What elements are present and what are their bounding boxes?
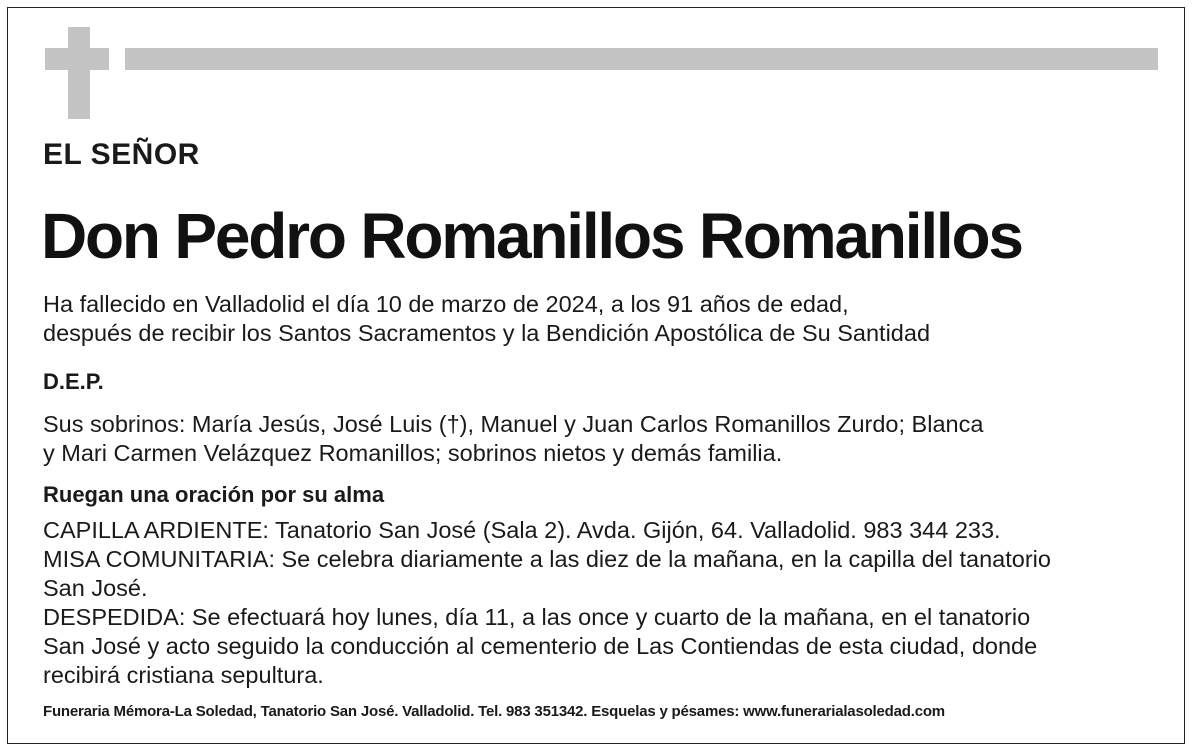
family-list bbox=[43, 410, 983, 468]
prayer-request: Ruegan una oración por su alma bbox=[43, 482, 385, 507]
family-line: y Mari Carmen Velázquez Romanillos; sobrinos nietos y demás familia. bbox=[43, 440, 783, 466]
service-details bbox=[43, 516, 1051, 690]
death-announcement bbox=[43, 290, 930, 348]
honorific-title: EL SEÑOR bbox=[43, 138, 200, 171]
details-line: San José. bbox=[43, 575, 148, 601]
details-line: DESPEDIDA: Se efectuará hoy lunes, día 11, a las once y cuarto de la mañana, en el tanatorio bbox=[43, 604, 1031, 630]
details-line: MISA COMUNITARIA: Se celebra diariamente a las diez de la mañana, en la capilla del tanatorio bbox=[43, 546, 1051, 572]
cross-icon-arm bbox=[45, 48, 109, 70]
announcement-line: Ha fallecido en Valladolid el día 10 de marzo de 2024, a los 91 años de edad, bbox=[43, 291, 849, 317]
details-line: San José y acto seguido la conducción al cementerio de Las Contiendas de esta ciudad, donde bbox=[43, 633, 1038, 659]
rip-abbreviation: D.E.P. bbox=[43, 369, 104, 394]
details-line: CAPILLA ARDIENTE: Tanatorio San José (Sala 2). Avda. Gijón, 64. Valladolid. 983 344 233. bbox=[43, 517, 1001, 543]
announcement-line: después de recibir los Santos Sacramentos y la Bendición Apostólica de Su Santidad bbox=[43, 320, 931, 346]
cross-icon bbox=[68, 27, 90, 119]
header-divider-bar bbox=[125, 48, 1158, 70]
details-line: recibirá cristiana sepultura. bbox=[43, 662, 324, 688]
deceased-name: Don Pedro Romanillos Romanillos bbox=[41, 200, 1022, 272]
funeral-home-footer: Funeraria Mémora-La Soledad, Tanatorio San José. Valladolid. Tel. 983 351342. Esquelas y pésames: www.funerarialasoledad.com bbox=[43, 703, 945, 720]
family-line: Sus sobrinos: María Jesús, José Luis (†), Manuel y Juan Carlos Romanillos Zurdo; Blanca bbox=[43, 411, 984, 437]
